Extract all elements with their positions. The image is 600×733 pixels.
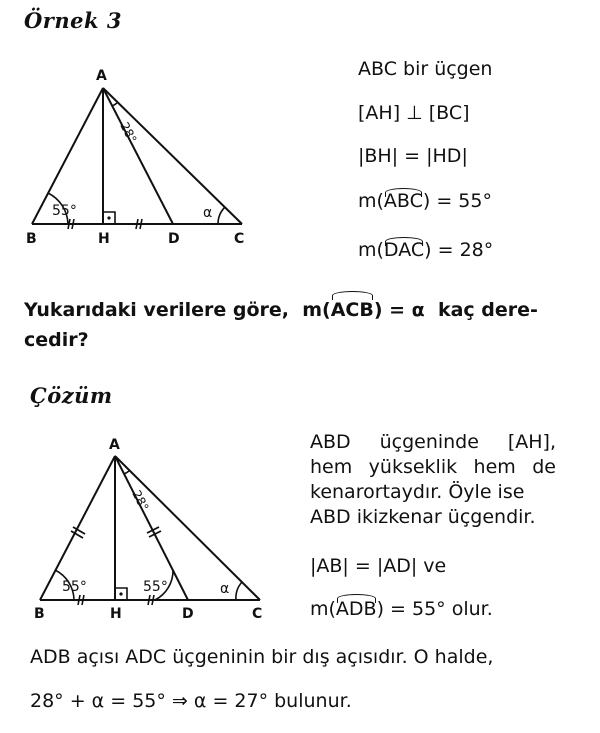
solution-eq-ab-ad: |AB| = |AD| ve	[310, 555, 447, 577]
tick-hd-2	[152, 595, 154, 605]
label-a: A	[96, 68, 107, 84]
solution-exterior-angle-line: ADB açısı ADC üçgeninin bir dış açısıdır. O halde,	[30, 646, 494, 668]
angle-dac-arc	[124, 471, 129, 474]
label-a: A	[109, 437, 120, 453]
label-b: B	[34, 606, 45, 622]
side-ac	[115, 456, 260, 600]
angle-arc-dac: DAC	[383, 239, 425, 261]
tick-hd-1	[136, 219, 138, 229]
solution-paragraph: ABD üçgeninde [AH], hem yükseklik hem de kenarortaydır. Öyle ise ABD ikizkenar üçgendir.	[310, 431, 556, 528]
tick-hd-1	[148, 595, 150, 605]
label-b: B	[26, 231, 37, 247]
label-angle-c: α	[220, 581, 230, 597]
label-d: D	[182, 606, 194, 622]
given-abc-triangle: ABC bir üçgen	[358, 58, 493, 80]
tick-hd-2	[140, 219, 142, 229]
label-angle-d: 55°	[143, 579, 168, 595]
given-bh-equals-hd: |BH| = |HD|	[358, 145, 468, 167]
side-ac	[103, 88, 242, 224]
question-text: Yukarıdaki verilere göre, m(ACB) = α kaç dere- cedir?	[24, 295, 584, 355]
label-angle-b: 55°	[52, 203, 77, 219]
tick-bh-2	[72, 219, 74, 229]
label-angle-dac: 28°	[129, 488, 152, 514]
label-angle-b: 55°	[62, 579, 87, 595]
right-angle-dot	[119, 592, 122, 595]
segment-ad	[103, 88, 173, 224]
example-heading: Örnek 3	[24, 8, 122, 33]
figure-2-triangle	[28, 432, 278, 622]
angle-c-arc	[236, 582, 242, 600]
right-angle-dot	[107, 216, 110, 219]
label-angle-c: α	[203, 205, 213, 221]
label-h: H	[110, 606, 122, 622]
given-angle-abc: m(ABC) = 55°	[358, 190, 492, 212]
angle-dac-arc	[112, 103, 117, 106]
angle-c-arc	[218, 207, 225, 224]
tick-bh-1	[78, 595, 80, 605]
given-angle-dac: m(DAC) = 28°	[358, 239, 494, 261]
solution-result-line: 28° + α = 55° ⇒ α = 27° bulunur.	[30, 690, 352, 712]
given-perpendicular: [AH] ⊥ [BC]	[358, 102, 470, 124]
solution-heading: Çözüm	[30, 383, 113, 408]
label-c: C	[252, 606, 263, 622]
figure-1-triangle	[20, 62, 260, 252]
angle-arc-adb: ADB	[335, 598, 377, 620]
label-d: D	[168, 231, 180, 247]
tick-bh-2	[82, 595, 84, 605]
solution-eq-angle-adb: m(ADB) = 55° olur.	[310, 598, 493, 620]
angle-arc-abc: ABC	[383, 190, 423, 212]
label-angle-dac: 28°	[117, 120, 140, 146]
angle-arc-acb: ACB	[331, 295, 374, 325]
label-h: H	[98, 231, 110, 247]
label-c: C	[234, 231, 245, 247]
